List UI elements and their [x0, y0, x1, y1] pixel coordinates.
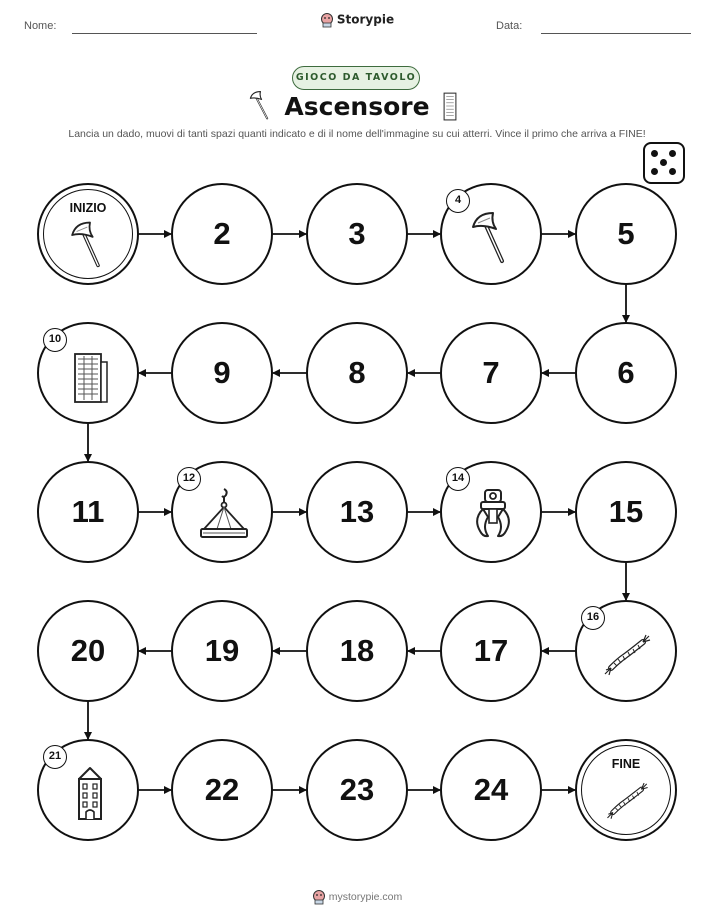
space-number: 20 — [70, 633, 106, 668]
game-type-badge: GIOCO DA TAVOLO — [292, 66, 420, 90]
board-space-15 — [575, 461, 677, 563]
space-number-badge: 10 — [43, 328, 67, 352]
footer-url: mystorypie.com — [328, 890, 403, 903]
space-number: 3 — [348, 216, 366, 251]
board-space-9 — [171, 322, 273, 424]
space-number: 11 — [71, 494, 105, 529]
board-space-19 — [171, 600, 273, 702]
space-number-badge: 4 — [446, 189, 470, 213]
board-space-2 — [171, 183, 273, 285]
board-space-23 — [306, 739, 408, 841]
space-number: 15 — [608, 494, 644, 529]
space-number: 8 — [348, 355, 366, 390]
start-space — [37, 183, 139, 285]
brand-name: Storypie — [336, 12, 395, 27]
board-space-7 — [440, 322, 542, 424]
board-space-21 — [37, 739, 139, 841]
board-space-11 — [37, 461, 139, 563]
axe-icon — [468, 209, 518, 265]
space-number-badge: 21 — [43, 745, 67, 769]
board-space-17 — [440, 600, 542, 702]
axe-icon — [65, 219, 115, 269]
board-space-18 — [306, 600, 408, 702]
board-space-4 — [440, 183, 542, 285]
skyscraper-icon — [65, 348, 115, 404]
space-number-badge: 16 — [581, 606, 605, 630]
name-label: Nome: — [24, 20, 57, 32]
board-space-20 — [37, 600, 139, 702]
page-title: Ascensore — [284, 92, 430, 121]
board-space-6 — [575, 322, 677, 424]
grabber-claw-icon — [468, 487, 518, 543]
space-number: 13 — [339, 494, 375, 529]
date-label: Data: — [496, 20, 523, 32]
board-space-10 — [37, 322, 139, 424]
space-number: 17 — [473, 633, 509, 668]
space-number: 7 — [482, 355, 500, 390]
finish-label: FINE — [611, 757, 641, 771]
board-space-13 — [306, 461, 408, 563]
board-space-5 — [575, 183, 677, 285]
board-space-14 — [440, 461, 542, 563]
space-number: 9 — [213, 355, 231, 390]
crane-hook-icon — [199, 487, 249, 543]
rope-icon — [603, 775, 653, 825]
space-number-badge: 14 — [446, 467, 470, 491]
space-number: 6 — [617, 355, 635, 390]
space-number-badge: 12 — [177, 467, 201, 491]
space-number: 19 — [204, 633, 240, 668]
space-number: 2 — [213, 216, 231, 251]
space-number: 22 — [204, 772, 240, 807]
finish-space — [575, 739, 677, 841]
instructions-text: Lancia un dado, muovi di tanti spazi quanti indicato e di il nome dell'immagine su cui atterri. Vince il primo che arriva a FINE! — [68, 128, 646, 140]
space-number: 5 — [617, 216, 635, 251]
board-space-3 — [306, 183, 408, 285]
mascot-icon — [312, 889, 326, 905]
tower-icon — [65, 765, 115, 821]
start-label: INIZIO — [69, 201, 107, 215]
space-number: 18 — [339, 633, 375, 668]
rope-icon — [603, 626, 653, 682]
board-space-12 — [171, 461, 273, 563]
space-number: 23 — [339, 772, 375, 807]
board-space-16 — [575, 600, 677, 702]
space-number: 24 — [473, 772, 509, 807]
footer — [0, 889, 714, 905]
board-space-22 — [171, 739, 273, 841]
board-space-24 — [440, 739, 542, 841]
board-space-8 — [306, 322, 408, 424]
